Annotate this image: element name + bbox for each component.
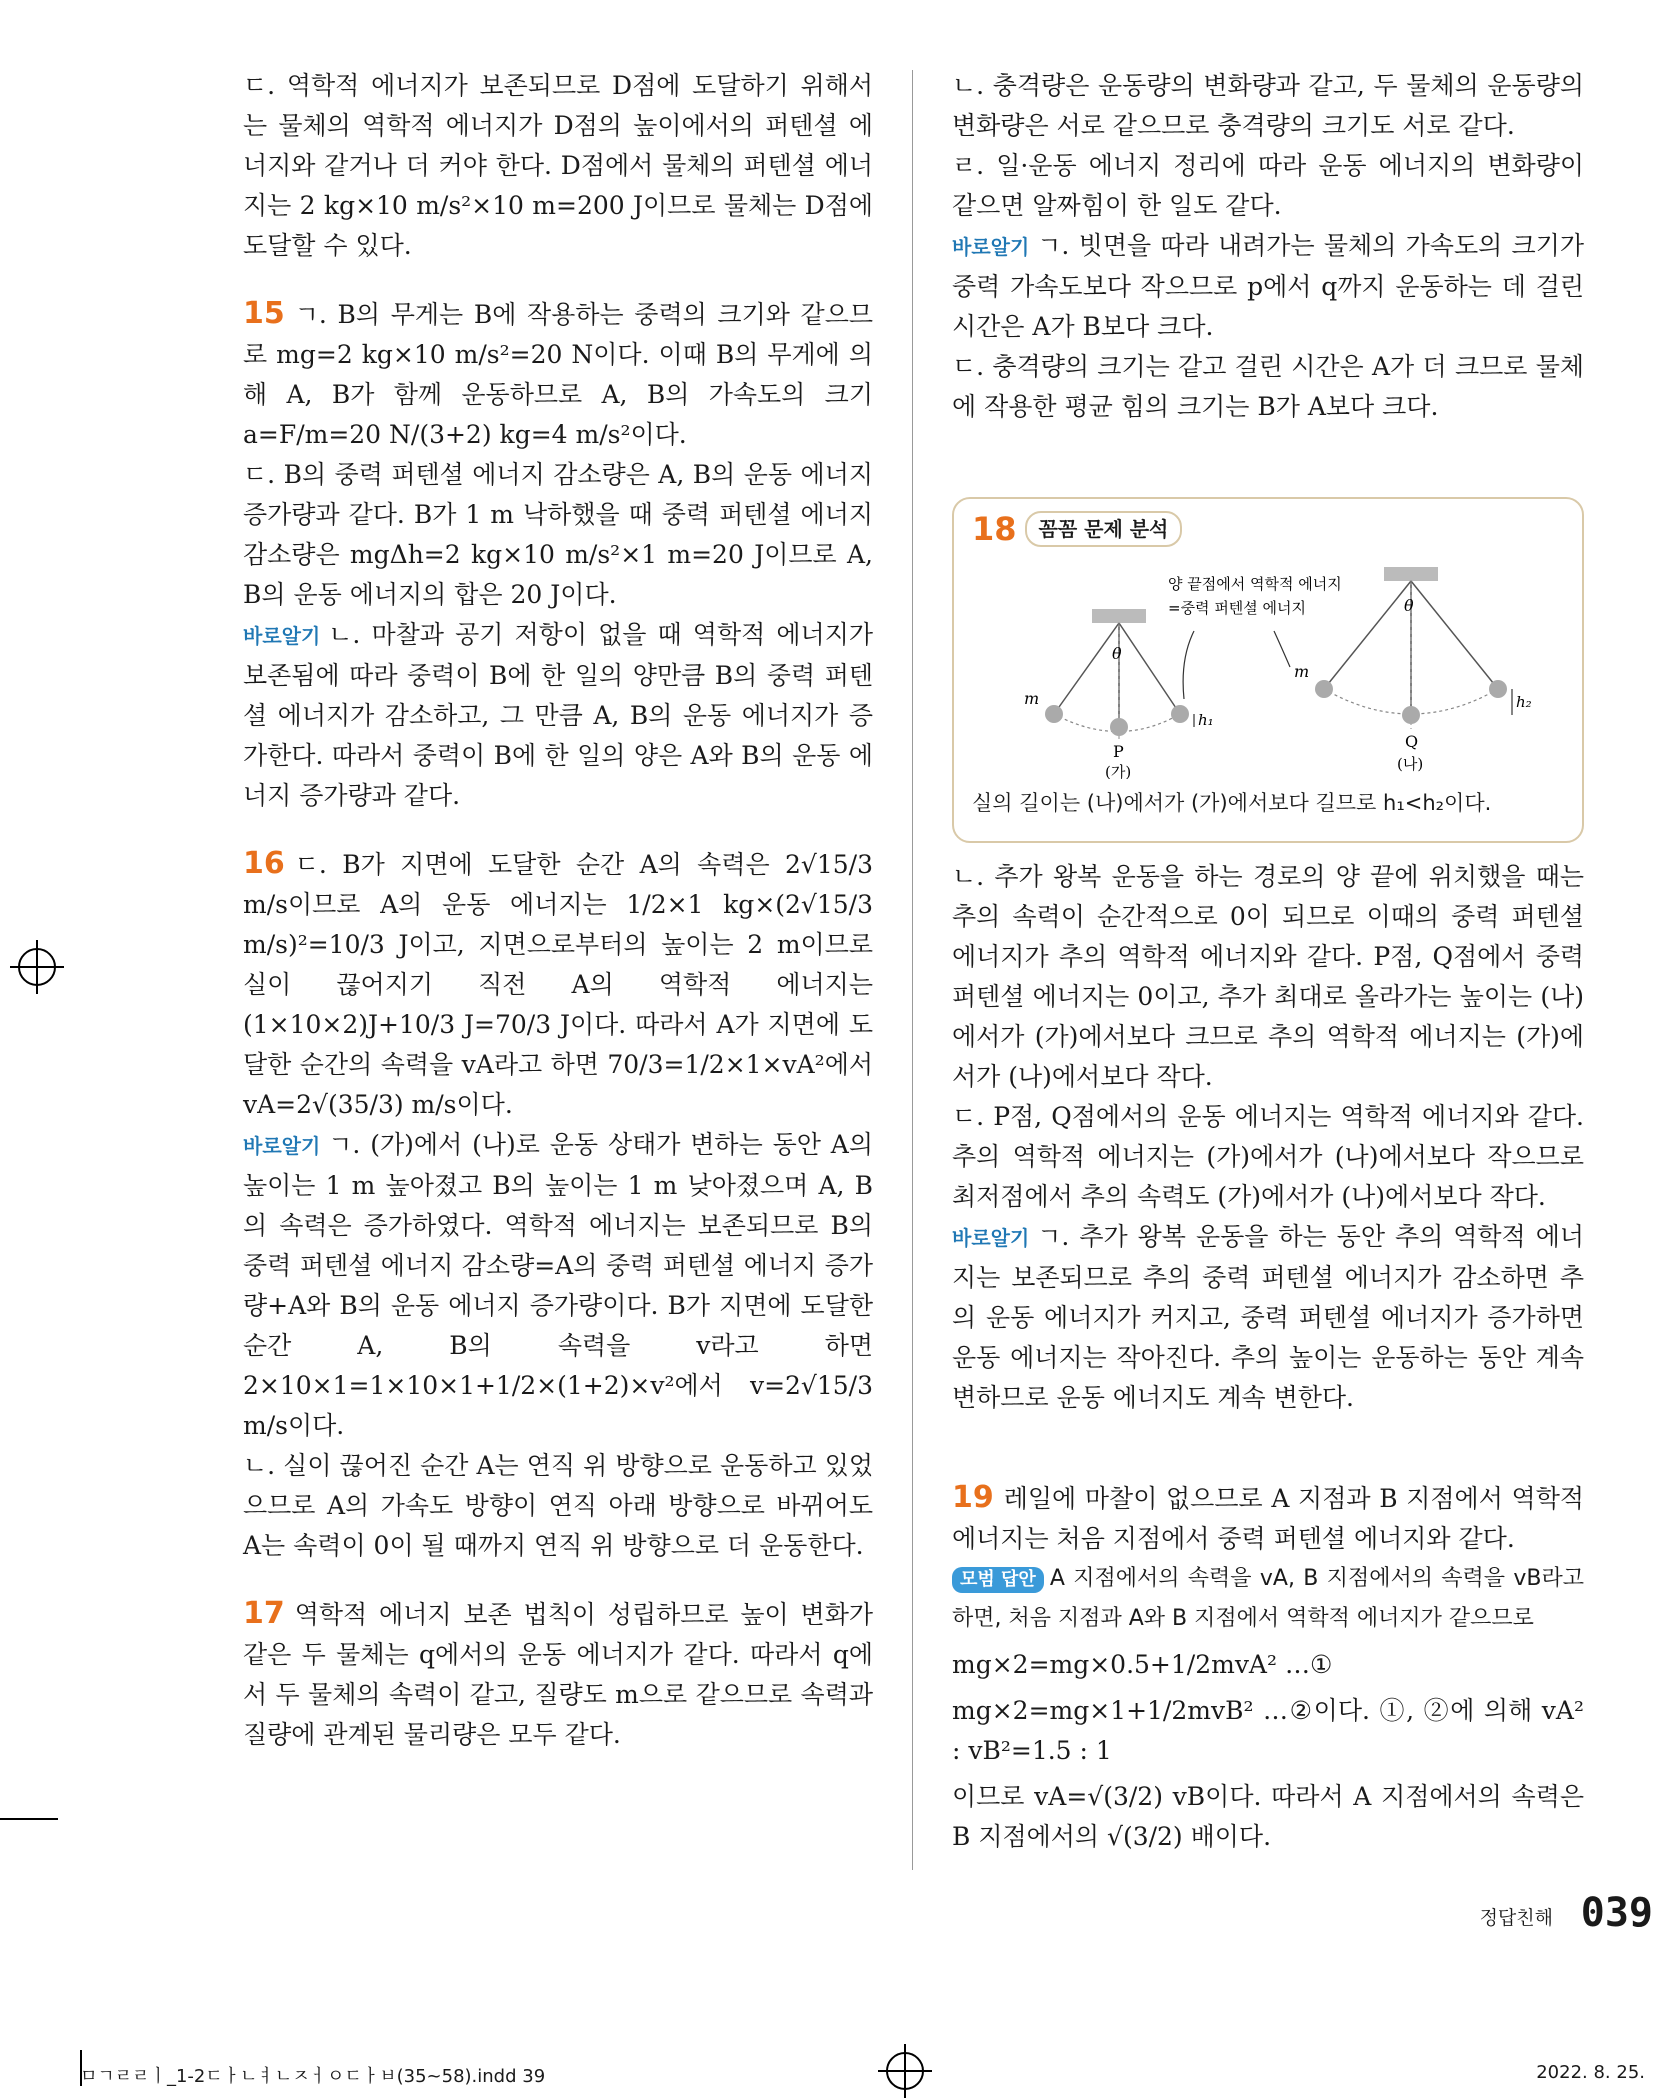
barumalgi-tag: 바로알기 (243, 1134, 321, 1158)
print-date: 2022. 8. 25. (1536, 2062, 1645, 2083)
bob (1171, 705, 1189, 723)
paragraph-d-intro: ㄷ. 역학적 에너지가 보존되므로 D점에 도달하기 위해서는 물체의 역학적 에너지가 D점의 높이에서의 퍼텐셜 에너지와 같거나 더 커야 한다. D점에서 물체의 퍼텐셜 에너지는 2 kg×10 m/s²×10 m=200 J이므로 물체는 D점에 도달할 수 있다. (243, 71, 873, 260)
left-column (243, 66, 873, 1755)
question-number-18: 18 (972, 510, 1017, 548)
q16-p2: 바로알기 ㄱ. (가)에서 (나)로 운동 상태가 변하는 동안 A의 높이는 1 m 높아졌고 B의 높이는 1 m 낮아졌으며 A, B의 속력은 증가하였다. 역학적 에너지는 보존되므로 B의 중력 퍼텐셜 에너지 감소량=A의 중력 퍼텐셜 에너지 증가량+A와 B의 운동 에너지 증가량이다. B가 지면에 도달한 순간 A, B의 속력을 v라고 하면 2×10×1=1×10×1+1/2×(1+2)×v²에서 v=2√15/3 m/s이다. (243, 1130, 873, 1440)
paragraph-n: ㄴ. 충격량은 운동량의 변화량과 같고, 두 물체의 운동량의 변화량은 서로 같으므로 충격량의 크기도 서로 같다. (952, 71, 1584, 140)
arrow-icon (1183, 631, 1194, 699)
diagram-caption: 실의 길이는 (나)에서가 (가)에서보다 길므로 h₁<h₂이다. (972, 791, 1492, 815)
barumalgi-tag: 바로알기 (243, 624, 321, 648)
equation-2: mg×2=mg×1+1/2mvB² …②이다. ①, ②에 의해 vA² : vB²=1.5 : 1 (952, 1696, 1584, 1765)
file-slug: ㅁㄱㄹㄹㅣ_1-2ㄷㅏㄴㅕㄴㅈㅓㅇㄷㅏㅂ(35~58).indd 39 (80, 2066, 546, 2087)
model-answer-badge: 모범 답안 (952, 1567, 1044, 1593)
bob (1045, 705, 1063, 723)
label-ga: (가) (1105, 763, 1132, 779)
q16-p1: 16 ㄷ. B가 지면에 도달한 순간 A의 속력은 2√15/3 m/s이므로 A의 운동 에너지는 1/2×1 kg×(2√15/3 m/s)²=10/3 J이고, 지면으로부터의 높이는 2 m이므로 실이 끊어지기 직전 A의 역학적 에너지는 (1×10×2)J+10/3 J=70/3 J이다. 따라서 A가 지면에 도달한 순간의 속력을 vA라고 하면 70/3=1/2×1×vA²에서 vA=2√(35/3) m/s이다. (243, 846, 873, 1119)
q18-p3: 바로알기 ㄱ. 추가 왕복 운동을 하는 동안 추의 역학적 에너지는 보존되므로 추의 중력 퍼텐셜 에너지가 감소하면 추의 운동 에너지가 커지고, 중력 퍼텐셜 에너지가 증가하면 운동 에너지는 작아진다. 추의 높이는 운동하는 동안 계속 변하므로 운동 에너지도 계속 변한다. (952, 1222, 1584, 1412)
q18-p1: ㄴ. 추가 왕복 운동을 하는 경로의 양 끝에 위치했을 때는 추의 속력이 순간적으로 0이 되므로 이때의 중력 퍼텐셜 에너지가 추의 역학적 에너지와 같다. P점, Q점에서 중력 퍼텐셜 에너지는 0이고, 추가 최대로 올라가는 높이는 (나)에서가 (가)에서보다 크므로 추의 역학적 에너지는 (가)에서가 (나)에서보다 작다. (952, 862, 1584, 1091)
q17-p1: 17 역학적 에너지 보존 법칙이 성립하므로 높이 변화가 같은 두 물체는 q에서의 운동 에너지가 같다. 따라서 q에서 두 물체의 속력이 같고, 질량도 m으로 같으므로 속력과 질량에 관계된 물리량은 모두 같다. (243, 1596, 873, 1749)
q15-p2: ㄷ. B의 중력 퍼텐셜 에너지 감소량은 A, B의 운동 에너지 증가량과 같다. B가 1 m 낙하했을 때 중력 퍼텐셜 에너지 감소량은 mgΔh=2 kg×10 m/s²×1 m=20 J이므로 A, B의 운동 에너지의 합은 20 J이다. (243, 460, 873, 609)
footer-label: 정답친해 (1479, 1907, 1553, 1929)
analysis-box-header (972, 509, 1564, 549)
label-h2: h₂ (1516, 693, 1532, 711)
bob (1110, 718, 1128, 736)
pendulum-diagram (972, 549, 1564, 779)
annotation-line2: =중력 퍼텐셜 에너지 (1168, 599, 1307, 617)
question-number-17: 17 (243, 1596, 285, 1631)
analysis-box-title: 꼼꼼 문제 분석 (1025, 511, 1183, 547)
equation-1: mg×2=mg×0.5+1/2mvA² …① (952, 1650, 1333, 1679)
label-theta: θ (1404, 596, 1414, 615)
paragraph-d: ㄷ. 충격량의 크기는 같고 걸린 시간은 A가 더 크므로 물체에 작용한 평균 힘의 크기는 B가 A보다 크다. (952, 352, 1584, 421)
q19-p1: 19 레일에 마찰이 없으므로 A 지점과 B 지점에서 역학적 에너지는 처음 지점에서 중력 퍼텐셜 에너지와 같다. (952, 1480, 1584, 1553)
bob (1315, 680, 1333, 698)
label-Q: Q (1405, 732, 1419, 751)
registration-mark-icon (18, 948, 56, 986)
annotation-line1: 양 끝점에서 역학적 에너지 (1168, 575, 1342, 593)
q19-p2: 모범 답안 A 지점에서의 속력을 vA, B 지점에서의 속력을 vB라고 하면, 처음 지점과 A와 B 지점에서 역학적 에너지가 같으므로 (952, 1566, 1584, 1631)
crop-mark (0, 1818, 58, 1820)
label-m: m (1294, 662, 1310, 681)
pendulum-ga (1024, 609, 1214, 779)
q15-p3: 바로알기 ㄴ. 마찰과 공기 저항이 없을 때 역학적 에너지가 보존됨에 따라 중력이 B에 한 일의 양만큼 B의 중력 퍼텐셜 에너지가 감소하고, 그 만큼 A, B의 운동 에너지가 증가한다. 따라서 중력이 B에 한 일의 양은 A와 B의 운동 에너지 증가량과 같다. (243, 620, 873, 810)
registration-mark-icon (886, 2052, 924, 2090)
label-m: m (1024, 689, 1040, 708)
q18-p2: ㄷ. P점, Q점에서의 운동 에너지는 역학적 에너지와 같다. 추의 역학적 에너지는 (가)에서가 (나)에서보다 작으므로 최저점에서 추의 속력도 (가)에서가 (나)에서보다 작다. (952, 1102, 1584, 1211)
q15-p1: 15 ㄱ. B의 무게는 B에 작용하는 중력의 크기와 같으므로 mg=2 kg×10 m/s²=20 N이다. 이때 B의 무게에 의해 A, B가 함께 운동하므로 A, B의 가속도의 크기 a=F/m=20 N/(3+2) kg=4 m/s²이다. (243, 296, 873, 449)
q19-p3: 이므로 vA=√(3/2) vB이다. 따라서 A 지점에서의 속력은 B 지점에서의 √(3/2) 배이다. (952, 1782, 1584, 1851)
bob (1402, 706, 1420, 724)
analysis-box (952, 497, 1584, 843)
paragraph-g: 바로알기 ㄱ. 빗면을 따라 내려가는 물체의 가속도의 크기가 중력 가속도보다 작으므로 p에서 q까지 운동하는 데 걸린 시간은 A가 B보다 크다. (952, 231, 1584, 341)
ceiling-block (1384, 567, 1438, 581)
label-P: P (1113, 742, 1124, 761)
right-column (952, 66, 1584, 1857)
q16-p3: ㄴ. 실이 끊어진 순간 A는 연직 위 방향으로 운동하고 있었으므로 A의 가속도 방향이 연직 아래 방향으로 바뀌어도 A는 속력이 0이 될 때까지 연직 위 방향으로 더 운동한다. (243, 1451, 873, 1560)
barumalgi-tag: 바로알기 (952, 235, 1030, 259)
label-h1: h₁ (1198, 711, 1214, 729)
paragraph-r: ㄹ. 일·운동 에너지 정리에 따라 운동 에너지의 변화량이 같으면 알짜힘이 한 일도 같다. (952, 151, 1584, 220)
barumalgi-tag: 바로알기 (952, 1226, 1030, 1250)
page-number: 039 (1580, 1890, 1653, 1936)
question-number-19: 19 (952, 1480, 994, 1515)
ceiling-block (1092, 609, 1146, 623)
column-divider (912, 70, 913, 1870)
label-theta: θ (1112, 644, 1122, 663)
label-na: (나) (1397, 755, 1424, 773)
arrow-icon (1274, 631, 1290, 667)
bob (1489, 680, 1507, 698)
pendulum-na (1294, 567, 1532, 773)
question-number-16: 16 (243, 846, 285, 881)
question-number-15: 15 (243, 296, 285, 331)
